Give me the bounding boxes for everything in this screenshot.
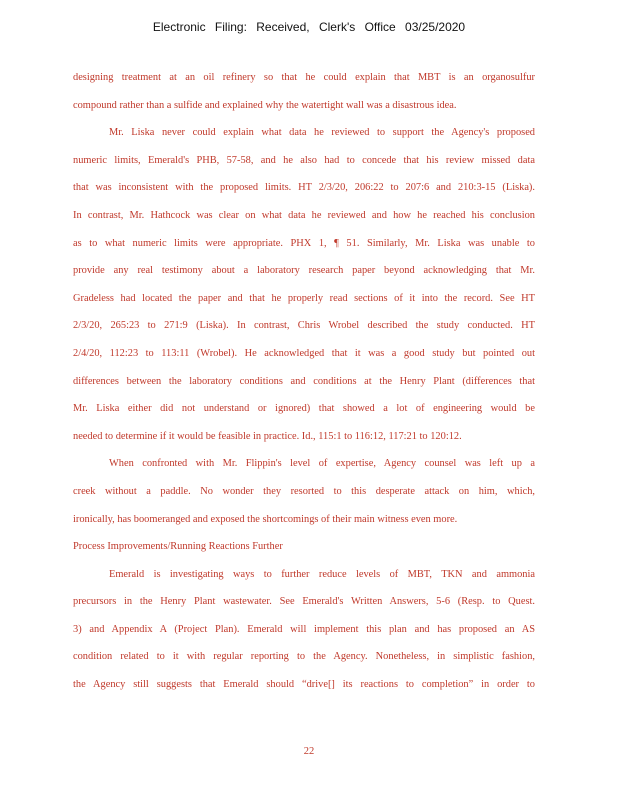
text-line: as to what numeric limits were appropriate. PHX 1, ¶ 51. Similarly, Mr. Liska was unable to (73, 237, 535, 249)
text-line: Mr. Liska either did not understand or ignored) that showed a lot of engineering would be (73, 403, 535, 415)
text-line: provide any real testimony about a laboratory research paper beyond acknowledging that Mr. (73, 265, 535, 277)
text-line: Emerald is investigating ways to further reduce levels of MBT, TKN and ammonia (109, 568, 535, 580)
text-line: 2/3/20, 265:23 to 271:9 (Liska). In contrast, Chris Wrobel described the study conducted. HT (73, 320, 535, 332)
text-line: ironically, has boomeranged and exposed the shortcomings of their main witness even more. (73, 513, 458, 525)
text-line: the Agency still suggests that Emerald should “drive[] its reactions to completion” in order to (73, 679, 535, 691)
text-line: creek without a paddle. No wonder they resorted to this desperate attack on him, which, (73, 485, 535, 497)
text-line: When confronted with Mr. Flippin's level of expertise, Agency counsel was left up a (109, 458, 535, 470)
page-number: 22 (303, 746, 315, 757)
text-line: differences between the laboratory conditions and conditions at the Henry Plant (differences that (73, 375, 535, 387)
text-line: condition related to it with regular reporting to the Agency. Nonetheless, in simplistic fashion, (73, 651, 535, 663)
text-line: numeric limits, Emerald's PHB, 57-58, and he also had to concede that his review missed data (73, 154, 535, 166)
text-line: Mr. Liska never could explain what data he reviewed to support the Agency's proposed (109, 127, 535, 139)
text-line: needed to determine if it would be feasible in practice. Id., 115:1 to 116:12, 117:21 to 120:12. (73, 430, 462, 442)
section-heading: Process Improvements/Running Reactions Further (73, 541, 283, 553)
text-line: 3) and Appendix A (Project Plan). Emerald will implement this plan and has proposed an AS (73, 623, 535, 635)
text-line: precursors in the Henry Plant wastewater. See Emerald's Written Answers, 5-6 (Resp. to Quest. (73, 596, 535, 608)
text-line: designing treatment at an oil refinery so that he could explain that MBT is an organosulfur (73, 72, 535, 83)
text-line: Gradeless had located the paper and that he properly read sections of it into the record. See HT (73, 292, 535, 304)
text-line: compound rather than a sulfide and explained why the watertight wall was a disastrous idea. (73, 99, 457, 111)
text-line: In contrast, Mr. Hathcock was clear on what data he reviewed and how he reached his conclusion (73, 209, 535, 221)
text-line: that was inconsistent with the proposed limits. HT 2/3/20, 206:22 to 207:6 and 210:3-15 (Liska). (73, 182, 535, 194)
document-body (73, 64, 535, 699)
electronic-filing-header: Electronic Filing: Received, Clerk's Office 03/25/2020 (152, 20, 466, 34)
text-line: 2/4/20, 112:23 to 113:11 (Wrobel). He acknowledged that it was a good study but pointed out (73, 347, 535, 359)
